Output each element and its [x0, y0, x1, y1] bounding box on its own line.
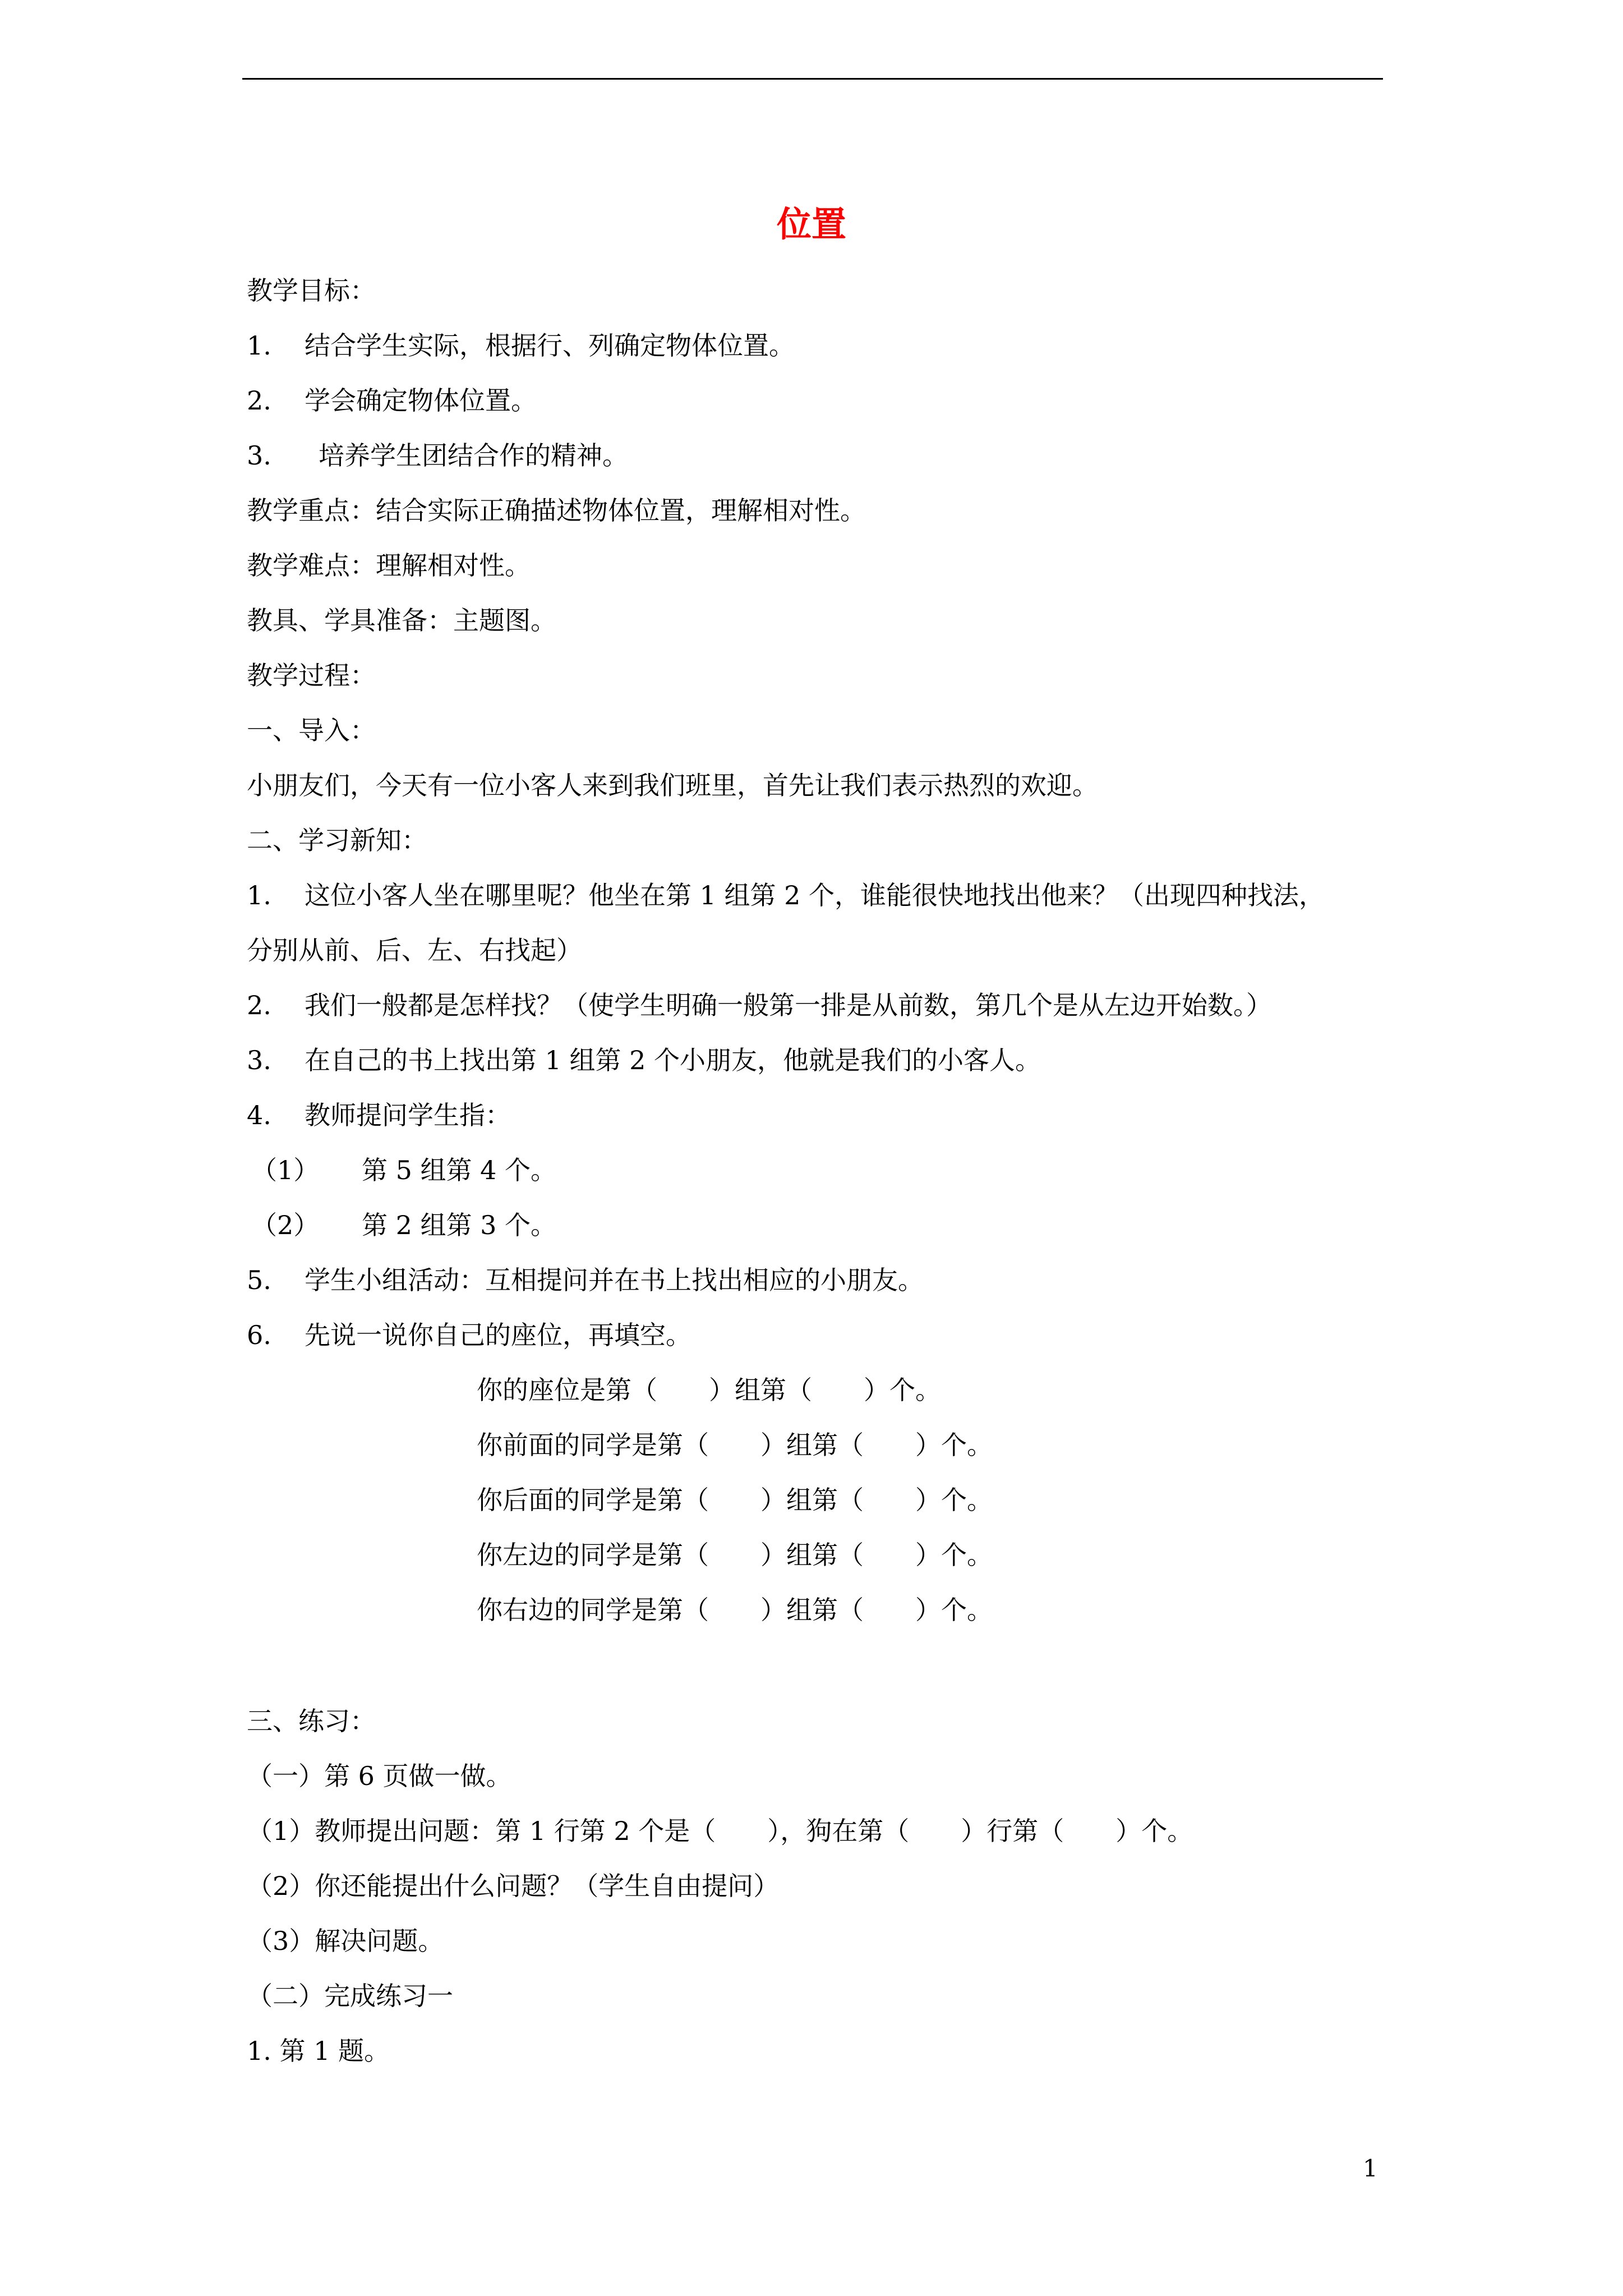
line-text: （3）解决问题。	[247, 1926, 444, 1956]
line-text: 教学重点：结合实际正确描述物体位置，理解相对性。	[247, 495, 866, 526]
line-text: 你后面的同学是第（ ）组第（ ）个。	[477, 1485, 993, 1515]
item-number: （2）	[251, 1210, 320, 1240]
line-text: 教学目标：	[247, 275, 376, 306]
line-text: 教具、学具准备：主题图。	[247, 605, 556, 636]
item-number: 3.	[247, 1045, 271, 1075]
item-number: 5.	[247, 1265, 271, 1295]
line-text: （2）你还能提出什么问题？（学生自由提问）	[247, 1871, 780, 1901]
line-text: 在自己的书上找出第 1 组第 2 个小朋友，他就是我们的小客人。	[305, 1045, 1041, 1075]
line-text: 分别从前、后、左、右找起）	[247, 935, 582, 965]
line-text: 小朋友们，今天有一位小客人来到我们班里，首先让我们表示热烈的欢迎。	[247, 770, 1098, 800]
line-text: 二、学习新知：	[247, 825, 427, 855]
line-text: 第 5 组第 4 个。	[362, 1155, 557, 1185]
line-text: 培养学生团结合作的精神。	[319, 440, 628, 471]
item-number: （1）	[251, 1155, 320, 1185]
line-text: 这位小客人坐在哪里呢？他坐在第 1 组第 2 个，谁能很快地找出他来？（出现四种找法，	[305, 880, 1325, 910]
line-text: （一）第 6 页做一做。	[247, 1761, 512, 1791]
line-text: 学生小组活动：互相提问并在书上找出相应的小朋友。	[305, 1265, 924, 1295]
item-number: 4.	[247, 1100, 271, 1130]
item-number: 1.	[247, 330, 271, 361]
line-text: 教师提问学生指：	[305, 1100, 511, 1130]
document-title: 位置	[776, 204, 846, 245]
line-text: 你左边的同学是第（ ）组第（ ）个。	[477, 1540, 993, 1570]
line-text: 1. 第 1 题。	[247, 2036, 390, 2066]
line-text: 我们一般都是怎样找？（使学生明确一般第一排是从前数，第几个是从左边开始数。）	[305, 990, 1272, 1020]
item-number: 2.	[247, 990, 271, 1020]
line-text: 教学难点：理解相对性。	[247, 550, 531, 581]
line-text: 先说一说你自己的座位，再填空。	[305, 1320, 691, 1350]
header-rule	[242, 78, 1383, 80]
item-number: 1.	[247, 880, 271, 910]
line-text: 结合学生实际，根据行、列确定物体位置。	[305, 330, 795, 361]
line-text: 第 2 组第 3 个。	[362, 1210, 557, 1240]
item-number: 3.	[247, 440, 271, 471]
line-text: 你的座位是第（ ）组第（ ）个。	[477, 1375, 941, 1405]
line-text: （1）教师提出问题：第 1 行第 2 个是（ ），狗在第（ ）行第（ ）个。	[247, 1816, 1193, 1846]
page-number: 1	[1363, 2155, 1378, 2182]
line-text: 教学过程：	[247, 660, 376, 691]
line-text: 三、练习：	[247, 1706, 376, 1736]
line-text: 你右边的同学是第（ ）组第（ ）个。	[477, 1595, 993, 1625]
item-number: 6.	[247, 1320, 271, 1350]
line-text: 学会确定物体位置。	[305, 385, 537, 416]
item-number: 2.	[247, 385, 271, 416]
line-text: （二）完成练习一	[247, 1981, 453, 2011]
line-text: 你前面的同学是第（ ）组第（ ）个。	[477, 1430, 993, 1460]
line-text: 一、导入：	[247, 715, 376, 746]
